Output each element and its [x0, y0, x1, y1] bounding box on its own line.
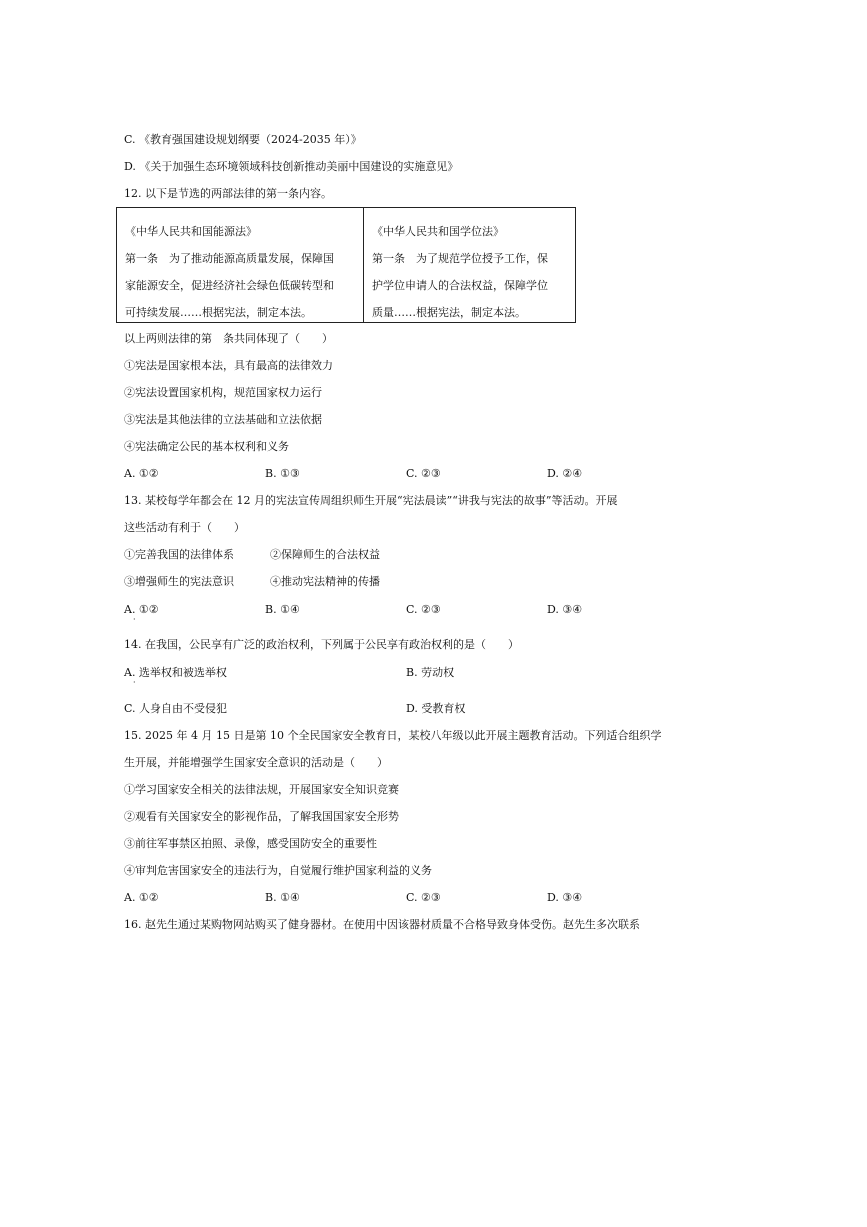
q13-stem-line2: 这些活动有利于（ ）	[124, 521, 245, 534]
energy-law-title: 《中华人民共和国能源法》	[125, 225, 257, 238]
q15-statement: ④审判危害国家安全的违法行为，自觉履行维护国家利益的义务	[124, 864, 432, 877]
q12-option-b: B. ①③	[265, 467, 300, 480]
q13-statement-1: ①完善我国的法律体系	[124, 548, 234, 561]
q14-option-d: D. 受教育权	[406, 702, 466, 715]
q12-stem: 12. 以下是节选的两部法律的第一条内容。	[124, 187, 332, 200]
q15-option-b: B. ①④	[265, 891, 300, 904]
q12-option-c: C. ②③	[406, 467, 441, 480]
q15-option-d: D. ③④	[547, 891, 583, 904]
energy-law-line: 家能源安全，促进经济社会绿色低碳转型和	[125, 279, 334, 292]
q12-statement: ②宪法设置国家机构，规范国家权力运行	[124, 386, 322, 399]
q13-option-d: D. ③④	[547, 603, 583, 616]
q12-law-table	[116, 207, 576, 323]
q13-option-c: C. ②③	[406, 603, 441, 616]
q13-option-a: A. ①②	[124, 603, 159, 616]
q13-statement-2: ②保障师生的合法权益	[270, 548, 380, 561]
q16-stem: 16. 赵先生通过某购物网站购买了健身器材。在使用中因该器材质量不合格导致身体受伤。赵先生多次联系	[124, 918, 640, 931]
q12-question: 以上两则法律的第 条共同体现了（ ）	[124, 332, 333, 345]
q12-statement: ④宪法确定公民的基本权利和义务	[124, 440, 289, 453]
q12-statement: ③宪法是其他法律的立法基础和立法依据	[124, 413, 322, 426]
energy-law-line: 可持续发展……根据宪法，制定本法。	[125, 306, 312, 319]
q15-stem-line2: 生开展，并能增强学生国家安全意识的活动是（ ）	[124, 756, 388, 769]
q13-option-b: B. ①④	[265, 603, 300, 616]
q13-statement-3: ③增强师生的宪法意识	[124, 575, 234, 588]
q11-option-d: D. 《关于加强生态环境领域科技创新推动美丽中国建设的实施意见》	[124, 160, 459, 173]
degree-law-line: 质量……根据宪法，制定本法。	[372, 306, 526, 319]
degree-law-line: 第一条 为了规范学位授予工作，保	[372, 252, 548, 265]
q12-option-a: A. ①②	[124, 467, 159, 480]
q12-option-d: D. ②④	[547, 467, 583, 480]
energy-law-line: 第一条 为了推动能源高质量发展，保障国	[125, 252, 334, 265]
q14-option-a: A. 选举权和被选举权	[124, 666, 227, 679]
q14-option-c: C. 人身自由不受侵犯	[124, 702, 228, 715]
degree-law-title: 《中华人民共和国学位法》	[372, 225, 504, 238]
q15-stem-line1: 15. 2025 年 4 月 15 日是第 10 个全民国家安全教育日，某校八年级以此开展主题教育活动。下列适合组织学	[124, 729, 662, 742]
q12-statement: ①宪法是国家根本法，具有最高的法律效力	[124, 359, 333, 372]
q15-statement: ②观看有关国家安全的影视作品，了解我国国家安全形势	[124, 810, 399, 823]
q15-statement: ③前往军事禁区拍照、录像，感受国防安全的重要性	[124, 837, 377, 850]
q13-stem-line1: 13. 某校每学年都会在 12 月的宪法宣传周组织师生开展“宪法晨读”“讲我与宪法的故事”等活动。开展	[124, 494, 618, 507]
q13-statement-4: ④推动宪法精神的传播	[270, 575, 380, 588]
q15-statement: ①学习国家安全相关的法律法规，开展国家安全知识竞赛	[124, 783, 399, 796]
degree-law-line: 护学位申请人的合法权益，保障学位	[372, 279, 548, 292]
q15-option-a: A. ①②	[124, 891, 159, 904]
degree-law-cell	[364, 208, 575, 322]
q15-option-c: C. ②③	[406, 891, 441, 904]
q14-stem: 14. 在我国，公民享有广泛的政治权利，下列属于公民享有政治权利的是（ ）	[124, 638, 519, 651]
scan-artifact-dot: ·	[133, 615, 136, 624]
q11-option-c: C. 《教育强国建设规划纲要（2024-2035 年）》	[124, 133, 362, 146]
scan-artifact-dot: ·	[133, 678, 136, 687]
q14-option-b: B. 劳动权	[406, 666, 455, 679]
energy-law-cell	[117, 208, 364, 322]
